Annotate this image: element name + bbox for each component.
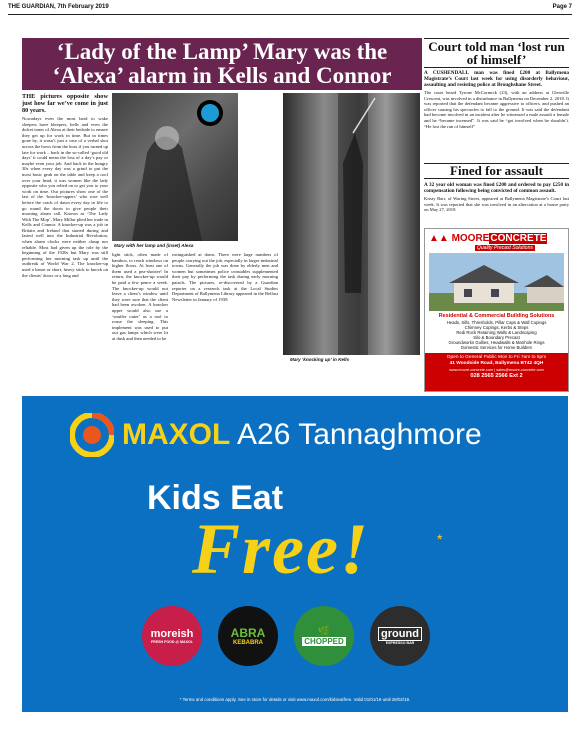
moore-brand-a: MOORE (451, 233, 490, 244)
assault-story (424, 182, 569, 224)
chopped-leaf-icon: 🌿 (317, 626, 331, 637)
main-col-2 (112, 252, 168, 390)
moore-line: Groundworks Gullies, Headwalls & Manhole Rings (448, 340, 545, 345)
moreish-name: moreish (150, 628, 194, 640)
moore-house-photo (429, 253, 564, 311)
photo2-caption: Mary ‘knocking up’ in Kells (290, 357, 350, 362)
moore-logo-icon: ▲▲ (429, 233, 449, 244)
court-body: The court heard Tyrone McCormick (23), with an address at Glenville Crescent, was involved in a disturbance in Ballymena on December 2, 2018. It was reported that the defendant became aggressive to officers, and pushed an officer causing his spectacles to fall to the ground. It was said the defendant had become involved in an incident after he witnessed a male assault a female and he “became incensed”. It was said he “got involved when he shouldn’t. “He lost the run of himself” (424, 90, 569, 129)
moore-line: Chimney Copings, Kerbs & Steps (464, 325, 529, 330)
moore-line: Redi Rock Retaining Walls & Landscaping (456, 330, 537, 335)
moore-contact (425, 353, 568, 391)
maxol-brand-line (122, 418, 482, 452)
moore-services (427, 320, 566, 350)
maxol-swirl-icon (70, 413, 114, 457)
ground-sub: ESPRESSO BAR (385, 641, 415, 645)
moore-web: www.moore-concrete.com | sales@moore-concrete.com (449, 368, 544, 372)
moore-line: Heads, Sills, Thresholds, Pillar Caps & Wall Copings (446, 320, 547, 325)
moore-phone: 028 2565 2566 Ext 2 (470, 373, 523, 379)
court-lead: A CUSHENDALL man was fined £200 at Ballymena Magistrate’s Court last week for using disorderly behaviour, assaulting and resisting police at Broughshane Street. (424, 70, 569, 88)
maxol-brand: MAXOL (122, 418, 231, 451)
lamp-photo (112, 93, 238, 241)
knocking-photo-art (283, 93, 420, 355)
header-page: Page 7 (552, 4, 572, 10)
chopped-name: CHOPPED (304, 637, 344, 646)
main-col-3 (172, 252, 278, 390)
main-col2-text: light stick, often made of bamboo, to reach windows on higher floors. At least one of them used a pea-shooter! In return, the knocker-up would be paid a few pence a week. The knocker-up would not leave a client’s window until they were sure that the client had been awoken. A knocker upper would also use a ‘snuffer outer’ as a tool to rouse the sleeping. This implement was used to put out gas lamps which were lit at dusk and then needed to be (112, 252, 168, 341)
photo1-caption: Mary with her lamp and (inset) Alexa (114, 243, 194, 248)
moreish-logo (142, 606, 202, 666)
moore-address: 41 Woodside Road, Ballymena BT42 4QH (449, 361, 544, 366)
maxol-ad (22, 396, 568, 712)
court-headline: Court told man ‘lost run of himself’ (424, 38, 569, 68)
free-asterisk: * (437, 531, 443, 547)
page-header (8, 4, 572, 15)
ground-name: ground (378, 627, 422, 641)
main-headline: ‘Lady of the Lamp’ Mary was the ‘Alexa’ alarm in Kells and Connor (22, 38, 422, 90)
free-text: Free! (192, 509, 370, 589)
moore-concrete-ad (424, 228, 569, 392)
court-story (424, 70, 569, 162)
assault-lead: A 32 year old woman was fined £200 and ordered to pay £250 in compensation following being convicted of common assault. (424, 182, 569, 194)
knocking-up-photo (283, 93, 420, 355)
lamp-photo-art (112, 93, 238, 241)
moore-brand-b: CONCRETE (490, 233, 547, 244)
moore-logo (429, 233, 547, 244)
chopped-logo (294, 606, 354, 666)
abra-name: ABRA (230, 626, 266, 640)
assault-headline: Fined for assault (424, 163, 569, 179)
main-col-1 (22, 93, 108, 390)
main-col3-text: extinguished at dawn. There were large numbers of people carrying out the job, especially in larger industrial towns. Generally the job was done by elderly men and women but sometimes police constables supplemented their pay by performing the task during early morning patrols. The pictures, re-discovered by a Guardian reporter on a research task at the Local Studies Department of Ballymena Library appeared in the Belfast Newsletter in January of 1939. (172, 252, 278, 302)
kids-eat-text: Kids Eat (147, 479, 284, 517)
moreish-sub: FRESH FOOD @ MAXOL (150, 640, 194, 644)
abra-sub: KEBABRA (233, 640, 263, 646)
header-date: THE GUARDIAN, 7th February 2019 (8, 4, 109, 10)
moore-tagline: Quality Precast Solutions (477, 245, 533, 251)
moore-line: Domestic Services for Home Builders (460, 345, 533, 350)
maxol-fine-print: * Terms and conditions apply. See in store for details or visit www.maxol.com/kidseatfree. Valid 01/01/19 until 28/02/19. (179, 697, 411, 702)
moore-hours: Open to General Public Mon to Fri 7am to 5pm (446, 355, 547, 360)
assault-body: Kirsty Barr, of Waring Street, appeared at Ballymena Magistrate’s Court last week. It was reported that she was involved in an altercation at a house party on May 27, 2018. (424, 196, 569, 213)
moore-heading: Residential & Commercial Building Solutions (438, 313, 555, 319)
abra-logo (218, 606, 278, 666)
maxol-location: A26 Tannaghmore (237, 418, 482, 451)
ground-logo (370, 606, 430, 666)
main-lead: THE pictures opposite show just how far we’ve come in just 80 years. (22, 93, 108, 114)
main-col1-text: Nowadays even the most hard to wake sleepers have bleepers, bells and even the dulcet tones of Alexa at their bedside to ensure they get up for work in time. But in times gone by, it wasn’t just a case of a verbal shot across the bows from the boss if you turned up late for work – back in the so-called ‘good old days’ it could mean the loss of a day’s pay or maybe even your job. And back in the hungry 30s when every day was a grind to put the most basic grub on the table and keep a roof over your head, it was women like the lady opposite who you relied on to get you to your work on time. Our pictures show one of the last of the ‘knocker-uppers’ who rose well before the crack of dawn every day in life to go round the doors to give people their morning alarm call. Known as ‘The Lady With The Mop’, Mary Millar plied her trade in Kells and Connor. A knocker-up was a job in Britain and Ireland that started during and lasted well into the Industrial Revolution, when alarm clocks were neither cheap nor reliable. Most had given up the role by the beginning of the 1920s but Mary was still performing her morning task up until the outbreak of World War 2. The knocker-up used a baton or short, heavy stick to knock on the clients’ doors or a long and (22, 116, 108, 278)
moore-line: Silo & Boundary Precast (473, 335, 520, 340)
